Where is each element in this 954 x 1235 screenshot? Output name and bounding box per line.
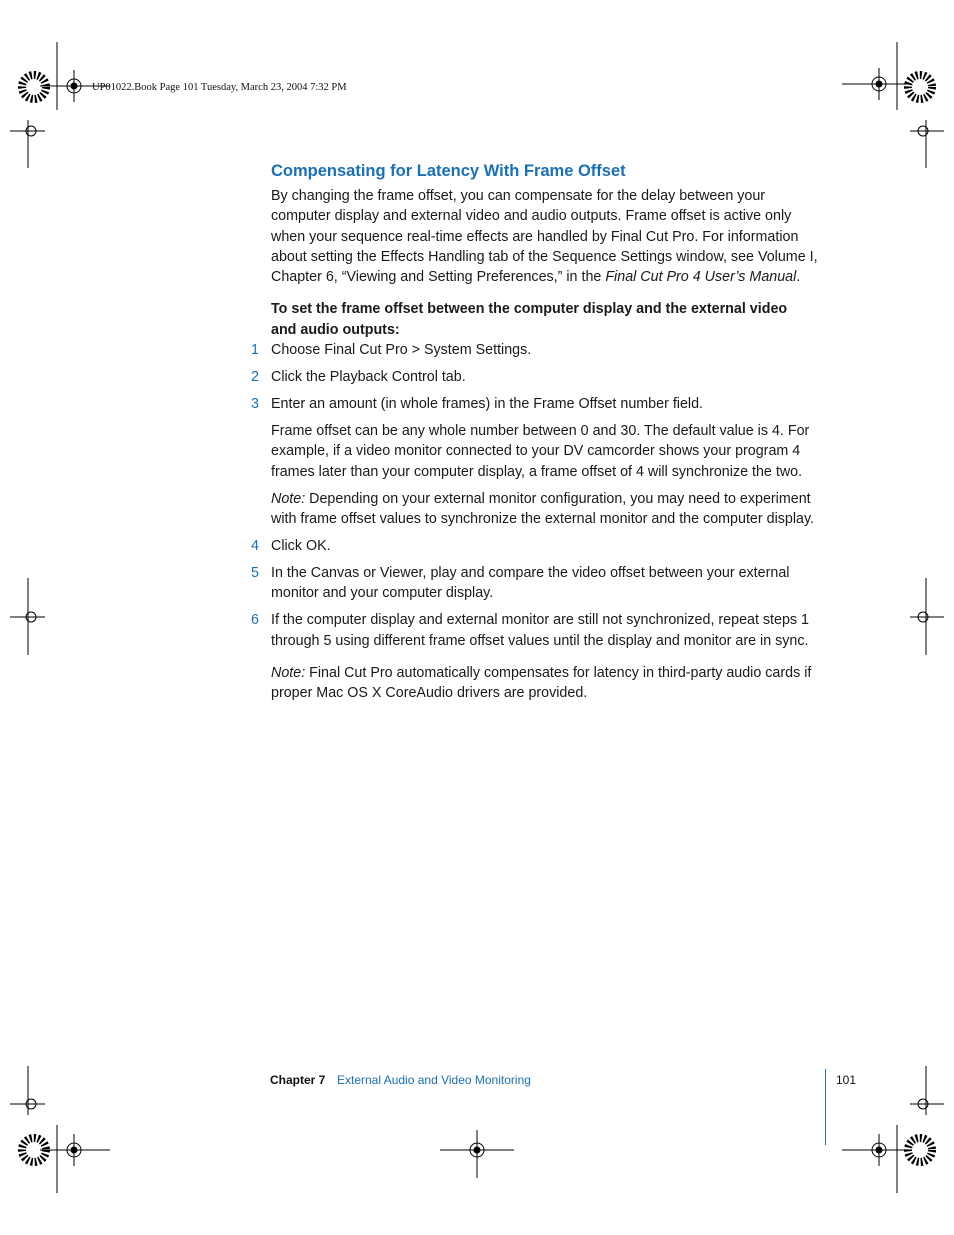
step-1 <box>251 340 831 360</box>
step-text: In the Canvas or Viewer, play and compare the video offset between your external <box>271 564 790 581</box>
intro-paragraph <box>271 186 831 287</box>
note-line: Depending on your external monitor configuration, you may need to experiment <box>305 490 811 507</box>
detail-line: example, if a video monitor connected to your DV camcorder shows your program 4 <box>271 443 801 460</box>
step-6 <box>251 610 831 651</box>
step-text: Enter an amount (in whole frames) in the Frame Offset number field. <box>271 395 704 412</box>
manual-title: Final Cut Pro 4 User’s Manual <box>605 269 797 286</box>
step-number: 5 <box>251 564 259 581</box>
note-2 <box>271 663 831 704</box>
print-slug: UP01022.Book Page 101 Tuesday, March 23, 2004 7:32 PM <box>92 82 347 93</box>
intro-line: when your sequence real-time effects are handled by Final Cut Pro. For information <box>271 228 799 245</box>
note-1 <box>271 489 831 530</box>
step-text: through 5 using different frame offset values until the display and monitor are in sync. <box>271 632 809 649</box>
task-heading <box>271 299 831 340</box>
step-text: If the computer display and external monitor are still not synchronized, repeat steps 1 <box>271 612 810 629</box>
step-text: monitor and your computer display. <box>271 585 494 602</box>
step-text: Click the Playback Control tab. <box>271 369 466 386</box>
step-3 <box>251 394 831 414</box>
intro-period: . <box>796 269 801 286</box>
task-line: To set the frame offset between the computer display and the external video <box>271 301 788 318</box>
note-label: Note: <box>271 490 306 507</box>
page-number: 101 <box>836 1073 857 1087</box>
intro-line: By changing the frame offset, you can compensate for the delay between your <box>271 188 766 204</box>
page-content <box>251 162 831 704</box>
task-line: and audio outputs: <box>271 321 400 338</box>
step-2 <box>251 367 831 387</box>
detail-line: frames later than your computer display, a frame offset of 4 will synchronize the two. <box>271 463 803 480</box>
step-number: 1 <box>251 342 259 359</box>
detail-line: Frame offset can be any whole number between 0 and 30. The default value is 4. For <box>271 422 810 439</box>
intro-line: about setting the Effects Handling tab of the Sequence Settings window, see Volume I, <box>271 248 818 265</box>
footer-chapter-title: External Audio and Video Monitoring <box>337 1073 531 1087</box>
intro-line: Chapter 6, “Viewing and Setting Preferences,” in the <box>271 269 606 286</box>
note-line: with frame offset values to synchronize the external monitor and the computer display. <box>271 511 815 528</box>
step-4 <box>251 536 831 556</box>
step-text: Choose Final Cut Pro > System Settings. <box>271 342 532 359</box>
note-line: proper Mac OS X CoreAudio drivers are provided. <box>271 685 588 702</box>
note-label: Note: <box>271 664 306 681</box>
section-heading: Compensating for Latency With Frame Offset <box>271 162 626 180</box>
step-number: 6 <box>251 612 259 629</box>
step-number: 2 <box>251 369 259 386</box>
step-text: Click OK. <box>271 538 331 555</box>
footer-chapter: Chapter 7 <box>270 1073 326 1087</box>
note-line: Final Cut Pro automatically compensates for latency in third-party audio cards if <box>305 664 812 681</box>
step-5 <box>251 563 831 604</box>
step-3-detail <box>271 421 831 482</box>
intro-line: computer display and external video and audio outputs. Frame offset is active only <box>271 208 792 225</box>
step-number: 3 <box>251 395 259 412</box>
step-number: 4 <box>251 538 259 555</box>
footer-divider <box>825 1069 826 1145</box>
